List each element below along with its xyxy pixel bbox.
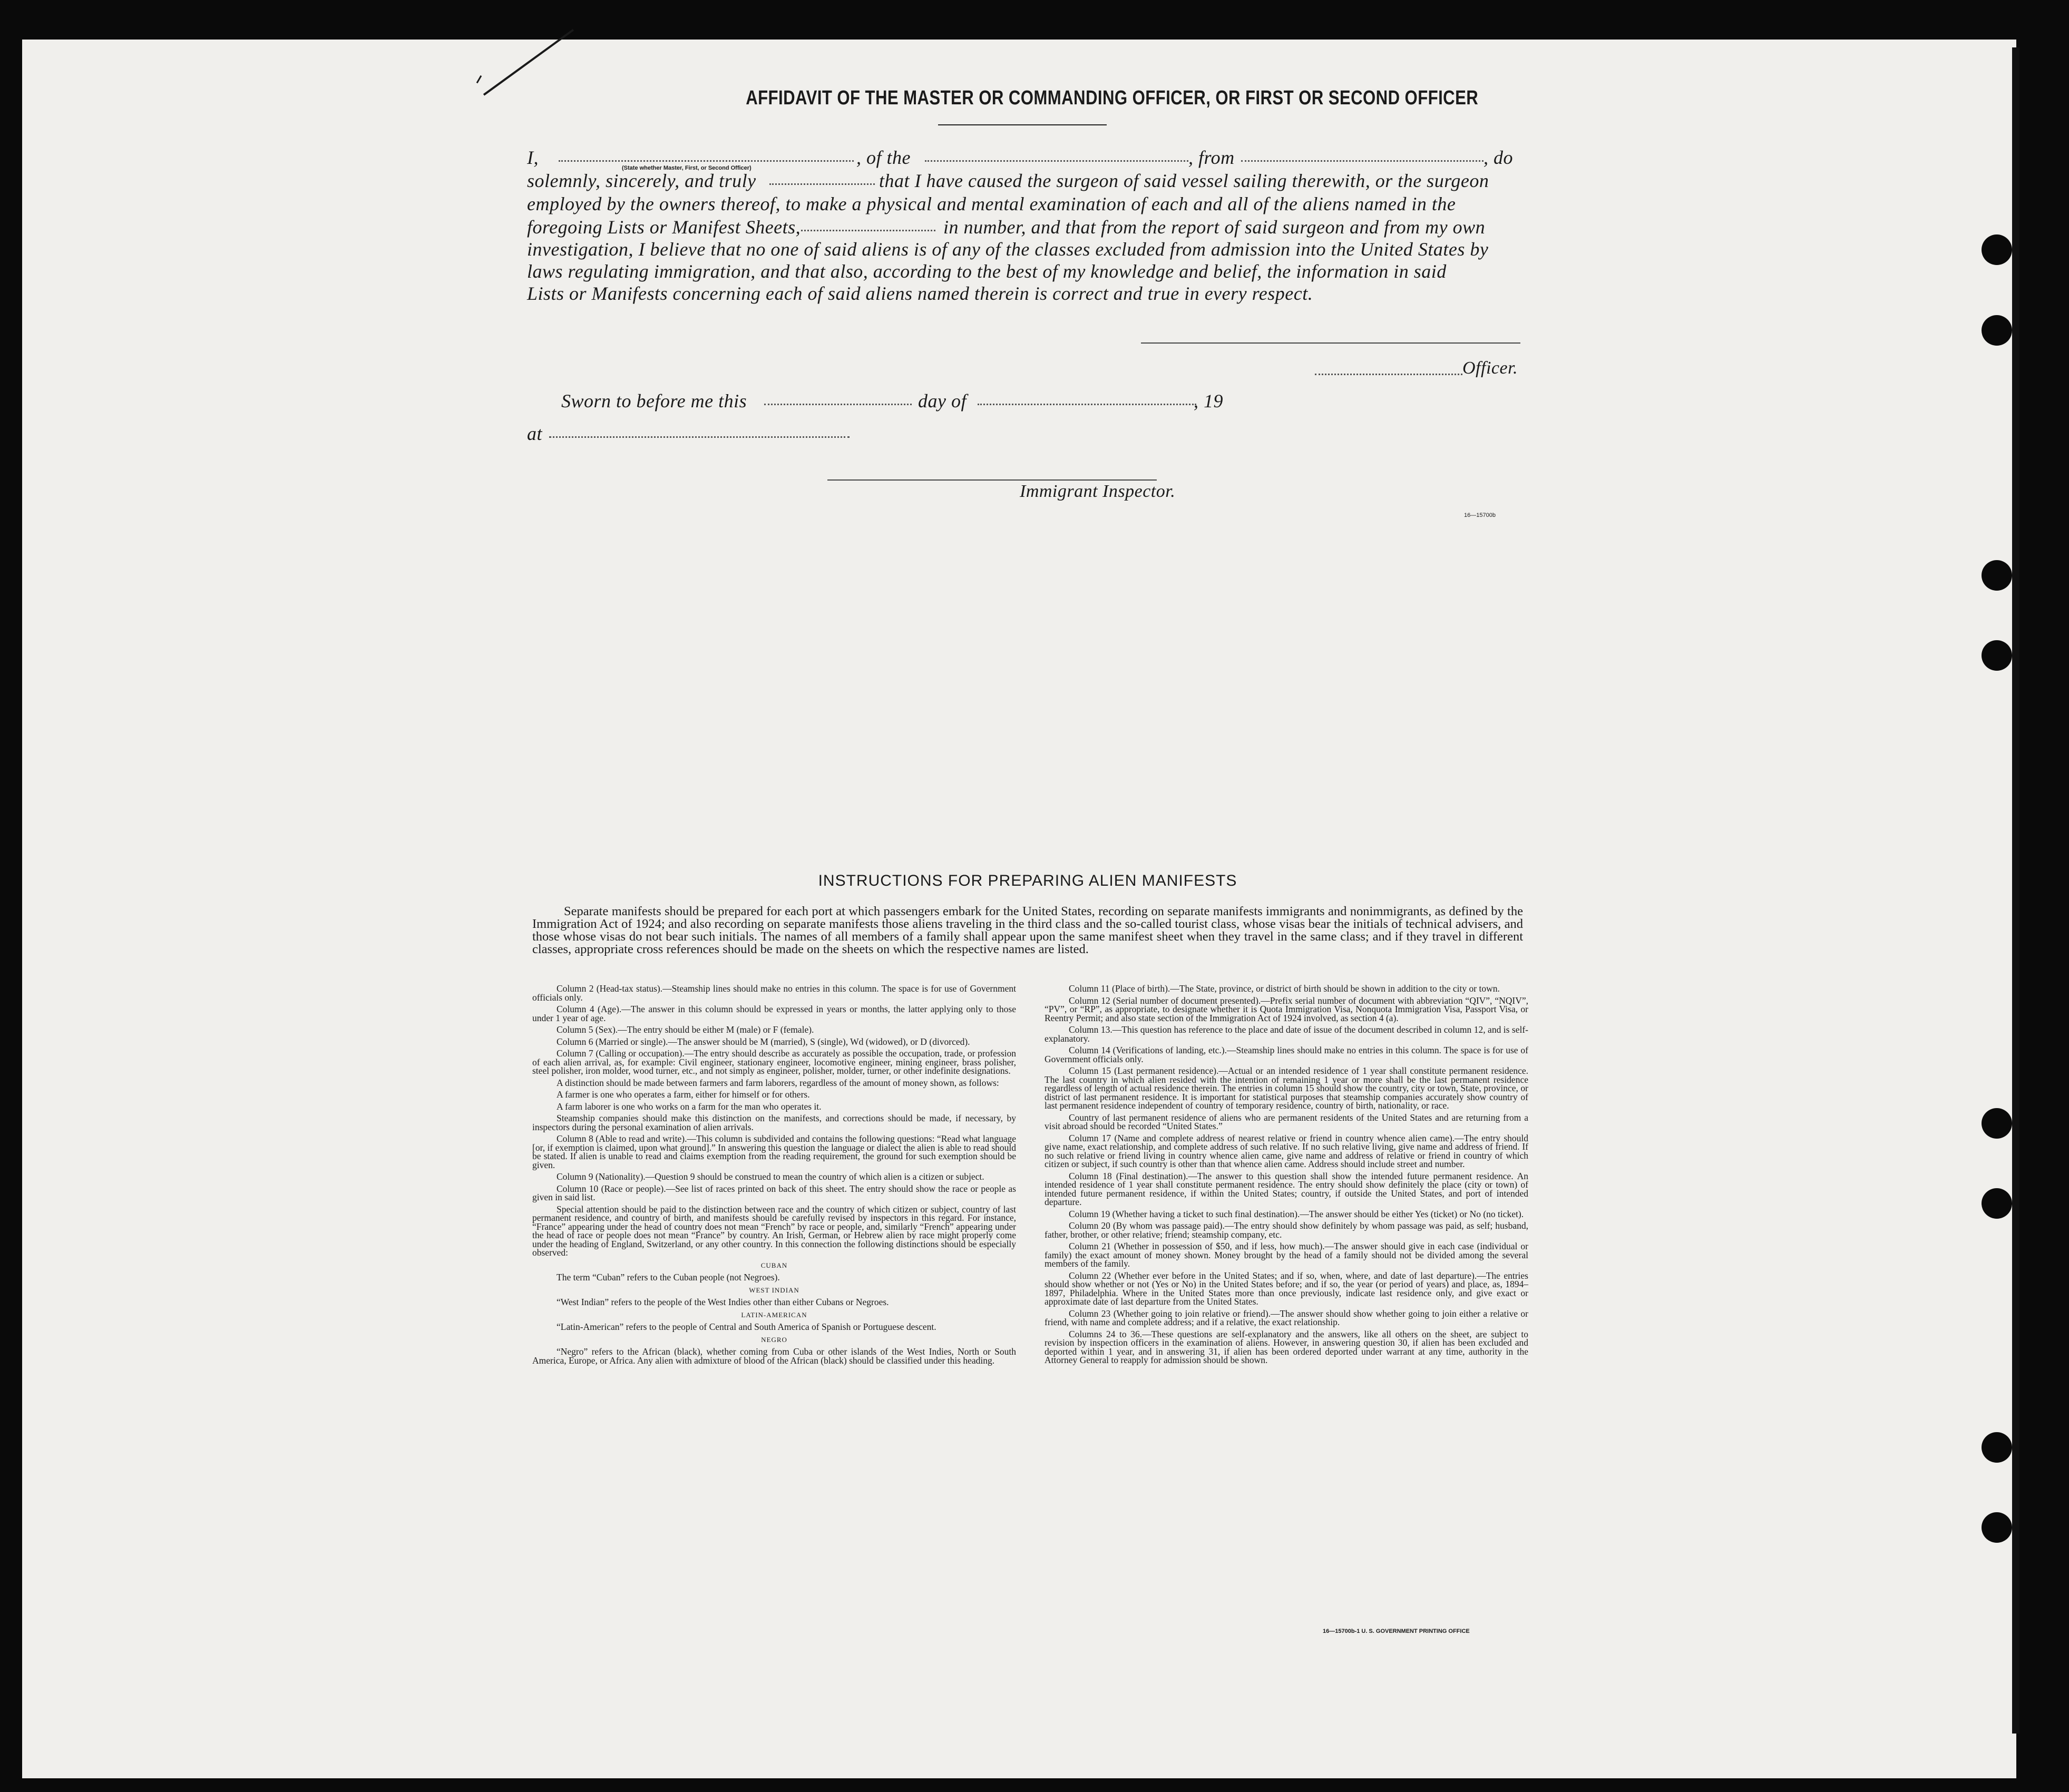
affidavit-text: Lists or Manifests concerning each of said aliens named therein is correct and true in every respect. [527,283,1313,304]
punch-hole [1982,640,2012,671]
oath-field[interactable] [769,183,875,185]
punch-hole [1982,1188,2012,1219]
instruction-paragraph: Column 15 (Last permanent residence).—Actual or an intended residence of 1 year shall constitute permanent residence. The last country in which alien resided with the intention of remaining 1 year or more shall be the last permanent residence regardless of length of actual residence therein. The entries in column 15 should show the country, city or town, State, province, or district of last permanent residence. It is important for statistical purposes that steamship companies accurately show country of last permanent residence independent of country of temporary residence, country of birth, nationality, or race. [1045,1065,1528,1111]
affidavit-text: employed by the owners thereof, to make a physical and mental examination of each and all of the aliens named in the [527,193,1456,214]
affidavit-title: AFFIDAVIT OF THE MASTER OR COMMANDING OFFICER, OR FIRST OR SECOND OFFICER [746,87,1479,109]
instruction-paragraph: The term “Cuban” refers to the Cuban people (not Negroes). [557,1272,780,1282]
instruction-paragraph: Column 12 (Serial number of document presented).—Prefix serial number of document with abbreviation “QIV”, “NQIV”, “PV”, or “RP”, as appropriate, to designate whether it is Quota Immigration Visa, Nonquota Immigration Visa, Passport Visa, or Reentry Permit; and also state section of the Immigration Act of 1924 involved, as section 4 (a). [1045,995,1528,1023]
affidavit-line-6 [527,260,1523,283]
punch-hole [1982,1432,2012,1463]
section-heading: WEST INDIAN [749,1286,799,1294]
instruction-paragraph: Column 20 (By whom was passage paid).—The entry should show definitely by whom passage was paid, as self; husband, father, brother, or other relative; friend; steamship company, etc. [1045,1220,1528,1240]
instruction-paragraph: Columns 24 to 36.—These questions are self-explanatory and the answers, like all others on the sheet, are subject to revision by inspection officers in the examination of aliens. However, in answering question 30, if alien has been excluded and deported within 1 year, and in answering 31, if alien has been ordered deported under warrant at any time, authority in the Attorney General to reapply for admission should be shown. [1045,1328,1528,1365]
title-rule [938,124,1107,125]
affidavit-text: investigation, I believe that no one of said aliens is of any of the classes excluded from admission into the United States by [527,239,1489,260]
page-edge-shadow [2012,47,2019,1734]
affidavit-text: day of [918,390,967,412]
officer-name-field[interactable] [559,160,854,162]
instruction-paragraph: Column 9 (Nationality).—Question 9 should be construed to mean the country of which alien is a citizen or subject. [557,1171,984,1182]
section-heading: CUBAN [760,1261,788,1269]
punch-hole [1982,315,2012,346]
instruction-paragraph: Column 6 (Married or single).—The answer should be M (married), S (single), Wd (widowed), or D (divorced). [557,1036,970,1047]
sworn-day-field[interactable] [764,404,912,405]
affidavit-text: that I have caused the surgeon of said vessel sailing therewith, or the surgeon [879,170,1489,191]
instruction-paragraph: A farmer is one who operates a farm, either for himself or for others. [557,1089,810,1100]
instruction-paragraph: Column 17 (Name and complete address of nearest relative or friend in country whence alien came).—The entry should give name, exact relationship, and complete address of such relative. If no such relative living, give name and address of friend. If no such relative or friend living in country whence alien came, give name and address of relative or friend in country of which citizen or subject, if such country is other than that whence alien came. Address should include street and number. [1045,1132,1528,1169]
instruction-paragraph: Column 4 (Age).—The answer in this column should be expressed in years or months, the latter applying only to those under 1 year of age. [532,1004,1016,1023]
affidavit-text: foregoing Lists or Manifest Sheets, [527,217,801,238]
instruction-paragraph: Column 18 (Final destination).—The answer to this question shall show the intended future permanent residence. An intended residence of 1 year shall constitute permanent residence. The entry should show definitely the place (city or town) of intended future permanent residence, if within the United States; country, if outside the United States, and port of intended departure. [1045,1170,1528,1207]
place-field[interactable] [549,436,850,438]
instruction-paragraph: Column 5 (Sex).—The entry should be either M (male) or F (female). [557,1024,814,1035]
affidavit-text: , 19 [1194,390,1223,412]
inspector-signature-line [827,479,1157,481]
place-line [527,423,1523,446]
instruction-paragraph: Country of last permanent residence of aliens who are permanent residents of the United States and are returning from a visit abroad should be recorded “United States.” [1045,1112,1528,1131]
instruction-paragraph: Column 8 (Able to read and write).—This column is subdivided and contains the following questions: “Read what language [or, if exemption is claimed, upon what ground].” In answering this question the language or dialect the alien is able to read should be stated. If alien is unable to read and claims exemption from the reading requirement, the ground for such exemption should be given. [532,1133,1016,1170]
punch-hole [1982,560,2012,591]
instruction-paragraph: A distinction should be made between farmers and farm laborers, regardless of the amount of money shown, as follows: [557,1077,999,1088]
affidavit-text: solemnly, sincerely, and truly [527,170,756,191]
affidavit-text: Sworn to before me this [561,390,747,412]
section-heading: LATIN-AMERICAN [741,1310,807,1319]
instructions-left-column [532,984,1016,1368]
instruction-paragraph: Column 22 (Whether ever before in the United States; and if so, when, where, and date of last departure).—The entries should show whether or not (Yes or No) in the United States before; and if so, the year (or period of years) and place, as, 1894–1897, Philadelphia. Where in the United States more than once previously, indicate last residence only, and give exact or approximate date of last departure from the United States. [1045,1270,1528,1307]
instruction-paragraph: Column 11 (Place of birth).—The State, province, or district of birth should be shown in addition to the city or town. [1069,983,1500,994]
affidavit-text: laws regulating immigration, and that also, according to the best of my knowledge and belief, the information in said [527,261,1447,282]
instruction-paragraph: Special attention should be paid to the distinction between race and the country of which citizen or subject, country of last permanent residence, and country of birth, and manifests should be carefully revised by inspectors in this regard. For instance, “France” appearing under the head of country does not mean “French” by race or people, and, similarly “French” appearing under the head of race or people does not mean “France” by country. An Irish, German, or Hebrew alien by race might properly come under the heading of England, Switzerland, or any other country. In this connection the following distinctions should be especially observed: [532,1203,1016,1258]
section-heading: NEGRO [761,1335,787,1344]
instruction-paragraph: Column 7 (Calling or occupation).—The entry should describe as accurately as possible the occupation, trade, or profession of each alien arrival, as, for example: Civil engineer, stationary engineer, locomotive engineer, mining engineer, brass polisher, steel polisher, iron molder, wood turner, etc., and not simply as engineer, polisher, molder, turner, or other indefinite designations. [532,1048,1016,1076]
affidavit-text: , do [1484,147,1513,168]
instruction-paragraph: “Latin-American” refers to the people of Central and South America of Spanish or Portuguese descent. [557,1321,936,1332]
signature-line [1141,342,1520,344]
affidavit-line-2 [527,170,1523,193]
affidavit-text: I, [527,147,539,168]
instruction-paragraph: “Negro” refers to the African (black), whether coming from Cuba or other islands of the West Indies, North or South America, Europe, or Africa. Any alien with admixture of blood of the African (black) should be classified under this heading. [532,1346,1016,1366]
instruction-paragraph: Column 10 (Race or people).—See list of races printed on back of this sheet. The entry should show the race or people as given in said list. [532,1183,1016,1202]
vessel-field[interactable] [925,160,1188,162]
instruction-paragraph: “West Indian” refers to the people of the West Indies other than either Cubans or Negroes. [557,1297,889,1307]
affidavit-text: at [527,423,543,444]
sworn-line [527,390,1523,413]
affidavit-line-5 [527,238,1523,261]
instruction-paragraph: Column 14 (Verifications of landing, etc.).—Steamship lines should make no entries in this column. The space is for use of Government officials only. [1045,1045,1528,1064]
instruction-paragraph: Column 2 (Head-tax status).—Steamship lines should make no entries in this column. The space is for use of Government officials only. [532,983,1016,1003]
form-number: 16—15700b [1464,512,1496,518]
sworn-month-field[interactable] [978,404,1196,405]
officer-signature-field[interactable] [1315,374,1462,375]
instruction-paragraph: Column 13.—This question has reference to the place and date of issue of the document described in column 12, and is self-explanatory. [1045,1024,1528,1044]
affidavit-line-4 [527,216,1523,239]
affidavit-line-7 [527,282,1523,306]
printing-office-footer: 16—15700b-1 U. S. GOVERNMENT PRINTING OFFICE [1323,1628,1470,1634]
instructions-title: INSTRUCTIONS FOR PREPARING ALIEN MANIFESTS [818,872,1237,889]
punch-hole [1982,1512,2012,1543]
instruction-paragraph: Column 21 (Whether in possession of $50, and if less, how much).—The answer should give in each case (individual or family) the exact amount of money shown. Money brought by the head of a family should not be divided among the several members of the family. [1045,1241,1528,1269]
port-field[interactable] [1241,160,1484,162]
officer-rank-note: (State whether Master, First, or Second Officer) [622,165,752,171]
affidavit-line-3 [527,193,1523,216]
punch-hole [1982,234,2012,265]
officer-label: Officer. [1462,358,1518,378]
punch-hole [1982,1108,2012,1139]
affidavit-text: in number, and that from the report of said surgeon and from my own [943,217,1486,238]
instructions-right-column [1045,984,1528,1368]
instruction-paragraph: Steamship companies should make this distinction on the manifests, and corrections should be made, if necessary, by inspectors during the personal examination of alien arrivals. [532,1113,1016,1132]
sheet-count-field[interactable] [801,230,935,231]
affidavit-text: , of the [856,147,911,168]
instruction-paragraph: Column 23 (Whether going to join relative or friend).—The answer should show whether going to join either a relative or friend, with name and complete address; and if a relative, the exact relationship. [1045,1308,1528,1327]
affidavit-text: , from [1188,147,1235,168]
instruction-paragraph: Column 19 (Whether having a ticket to such final destination).—The answer should be either Yes (ticket) or No (no ticket). [1069,1208,1524,1219]
inspector-label: Immigrant Inspector. [1020,482,1176,501]
instructions-intro: Separate manifests should be prepared for each port at which passengers embark for the United States, recording on separate manifests immigrants and nonimmigrants, as defined by the Immigration Act of 1924; and also recording on separate manifests those aliens traveling in the third class and the so-called tourist class, whose visas bear the initials of technical advisers, and those whose visas do not bear such initials. The names of all members of a family shall appear upon the same manifest sheet when they travel in the same class; and if they travel in different classes, appropriate cross references should be made on the sheets on which the respective names are listed. [532,904,1523,956]
instruction-paragraph: A farm laborer is one who works on a farm for the man who operates it. [557,1101,822,1112]
